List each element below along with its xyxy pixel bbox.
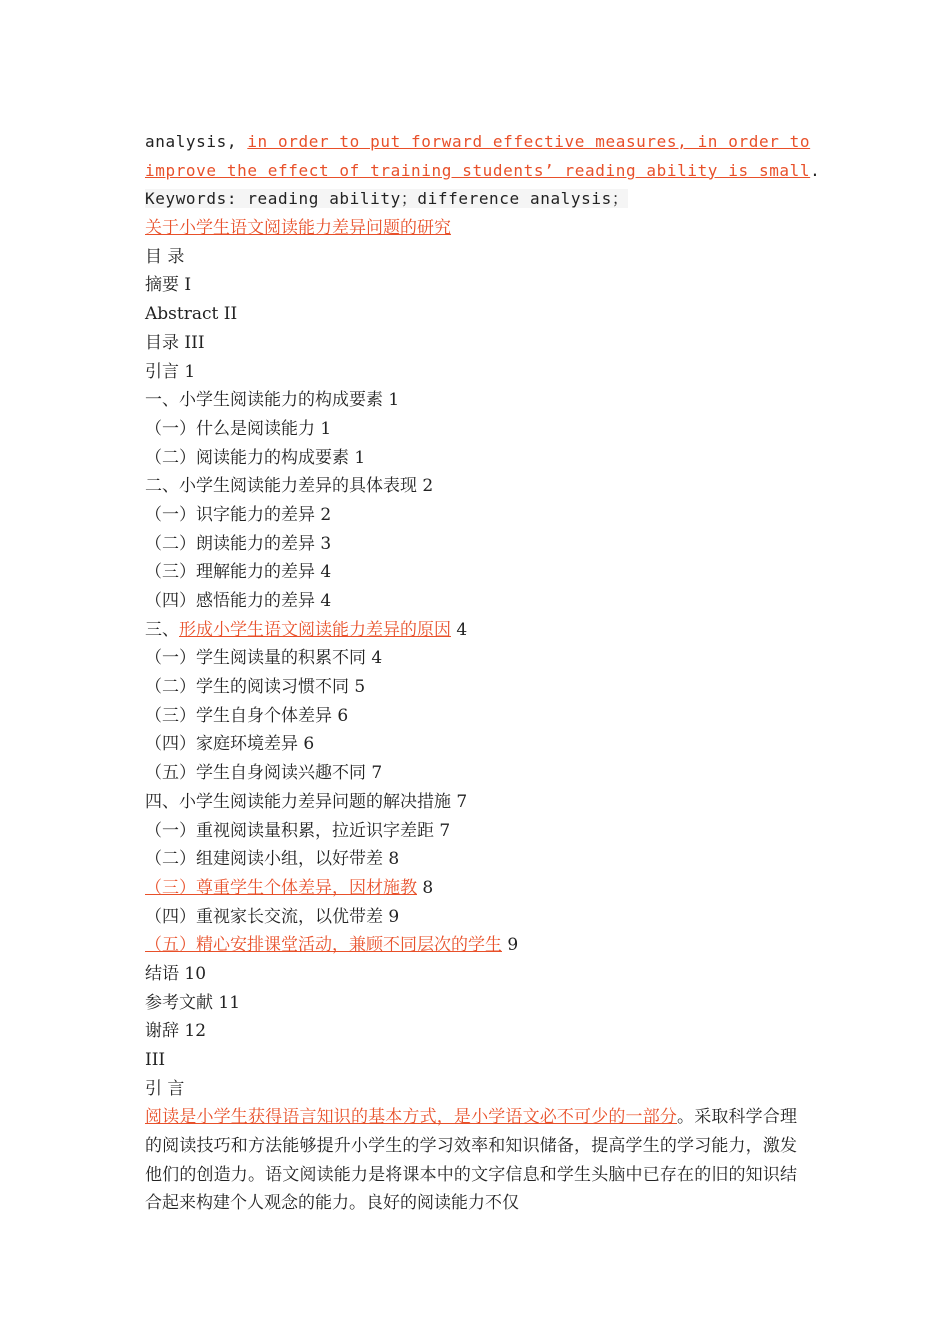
toc-item-text: （二）学生的阅读习惯不同 5 bbox=[145, 677, 366, 698]
toc-item-text: 摘要 I bbox=[145, 275, 192, 296]
toc-item-page: 9 bbox=[502, 935, 519, 956]
toc-item bbox=[145, 271, 805, 300]
toc-item-text: 引 言 bbox=[145, 1078, 185, 1099]
toc-item-text: （二）朗读能力的差异 3 bbox=[145, 533, 332, 554]
toc-item bbox=[145, 788, 805, 817]
toc-item-link[interactable]: （三）尊重学生个体差异，因材施教 bbox=[145, 877, 417, 898]
abstract-link-2[interactable]: improve the effect of training students’ reading ability is small bbox=[145, 160, 811, 180]
toc-item bbox=[145, 644, 805, 673]
keywords-text: Keywords: reading ability；difference analysis； bbox=[145, 189, 629, 209]
keywords-line bbox=[145, 185, 805, 214]
toc-item bbox=[145, 931, 805, 960]
toc-item bbox=[145, 817, 805, 846]
toc-item bbox=[145, 530, 805, 559]
toc-item-text: 结语 10 bbox=[145, 963, 207, 984]
abstract-period: . bbox=[810, 160, 821, 180]
toc-item-text: 引言 1 bbox=[145, 361, 196, 382]
toc-item-text: （四）家庭环境差异 6 bbox=[145, 734, 315, 755]
abstract-line-1 bbox=[145, 128, 811, 157]
toc-item-link[interactable]: 形成小学生语文阅读能力差异的原因 bbox=[179, 619, 451, 640]
toc-item bbox=[145, 874, 805, 903]
toc-item bbox=[145, 616, 805, 645]
toc-item-text: 四、小学生阅读能力差异问题的解决措施 7 bbox=[145, 791, 468, 812]
toc-item bbox=[145, 472, 805, 501]
toc-item bbox=[145, 1046, 805, 1075]
toc-item-text: Abstract II bbox=[145, 304, 238, 325]
toc-item bbox=[145, 243, 805, 272]
toc-item-text: （一）重视阅读量积累，拉近识字差距 7 bbox=[145, 820, 451, 841]
toc-item bbox=[145, 673, 805, 702]
abstract-line-2 bbox=[145, 157, 821, 186]
toc-item bbox=[145, 558, 805, 587]
toc-item bbox=[145, 300, 805, 329]
abstract-link-1[interactable]: in order to put forward effective measures, in order to bbox=[247, 132, 811, 151]
toc-item-prefix: 三、 bbox=[145, 619, 179, 640]
toc-item bbox=[145, 1075, 805, 1104]
toc-item-text: 参考文献 11 bbox=[145, 992, 241, 1013]
toc-item-page: 4 bbox=[451, 619, 468, 640]
toc-item-text: 目 录 bbox=[145, 246, 185, 267]
doc-title-link[interactable]: 关于小学生语文阅读能力差异问题的研究 bbox=[145, 218, 451, 239]
toc-item bbox=[145, 702, 805, 731]
toc-item bbox=[145, 358, 805, 387]
toc-item-text: 二、小学生阅读能力差异的具体表现 2 bbox=[145, 476, 434, 497]
toc-item-text: （一）学生阅读量的积累不同 4 bbox=[145, 648, 383, 669]
toc-item-text: （一）什么是阅读能力 1 bbox=[145, 418, 332, 439]
toc-item bbox=[145, 903, 805, 932]
toc-item bbox=[145, 444, 805, 473]
toc-item-text: （一）识字能力的差异 2 bbox=[145, 504, 332, 525]
document-body bbox=[145, 128, 821, 1218]
toc-item bbox=[145, 759, 805, 788]
toc-item bbox=[145, 845, 805, 874]
toc-item-text: （二）阅读能力的构成要素 1 bbox=[145, 447, 366, 468]
abstract-text: analysis, bbox=[145, 132, 248, 151]
toc-item-text: （四）重视家长交流，以优带差 9 bbox=[145, 906, 400, 927]
toc-item-text: III bbox=[145, 1050, 166, 1070]
toc-item bbox=[145, 960, 805, 989]
toc-item-page: 8 bbox=[417, 877, 434, 898]
toc-item bbox=[145, 587, 805, 616]
toc-item-text: （三）学生自身个体差异 6 bbox=[145, 705, 349, 726]
toc-item bbox=[145, 1017, 805, 1046]
toc-item-text: （四）感悟能力的差异 4 bbox=[145, 591, 332, 611]
toc-item-text: 一、小学生阅读能力的构成要素 1 bbox=[145, 390, 400, 411]
toc-item bbox=[145, 329, 805, 358]
toc-item-text: （二）组建阅读小组，以好带差 8 bbox=[145, 849, 400, 870]
table-of-contents bbox=[145, 243, 805, 1104]
intro-paragraph bbox=[145, 1103, 797, 1218]
doc-title-line bbox=[145, 214, 805, 243]
toc-item-text: （三）理解能力的差异 4 bbox=[145, 562, 332, 583]
toc-item bbox=[145, 415, 805, 444]
toc-item-link[interactable]: （五）精心安排课堂活动，兼顾不同层次的学生 bbox=[145, 935, 502, 956]
toc-item bbox=[145, 730, 805, 759]
toc-item-text: 谢辞 12 bbox=[145, 1021, 207, 1042]
toc-item bbox=[145, 501, 805, 530]
intro-link[interactable]: 阅读是小学生获得语言知识的基本方式，是小学语文必不可少的一部分 bbox=[145, 1107, 678, 1128]
toc-item bbox=[145, 989, 805, 1018]
toc-item-text: 目录 III bbox=[145, 332, 205, 353]
toc-item-text: （五）学生自身阅读兴趣不同 7 bbox=[145, 763, 383, 784]
toc-item bbox=[145, 386, 805, 415]
intro-text: 。采取科学合理的阅读技巧和方法能够提升小学生的学习效率和知识储备，提高学生的学习能力，激发他们的创造力。语文阅读能力是将课本中的文字信息和学生头脑中已存在的旧的知识结合起来构建个人观念的能力。良好的阅读能力不仅 bbox=[145, 1107, 798, 1214]
